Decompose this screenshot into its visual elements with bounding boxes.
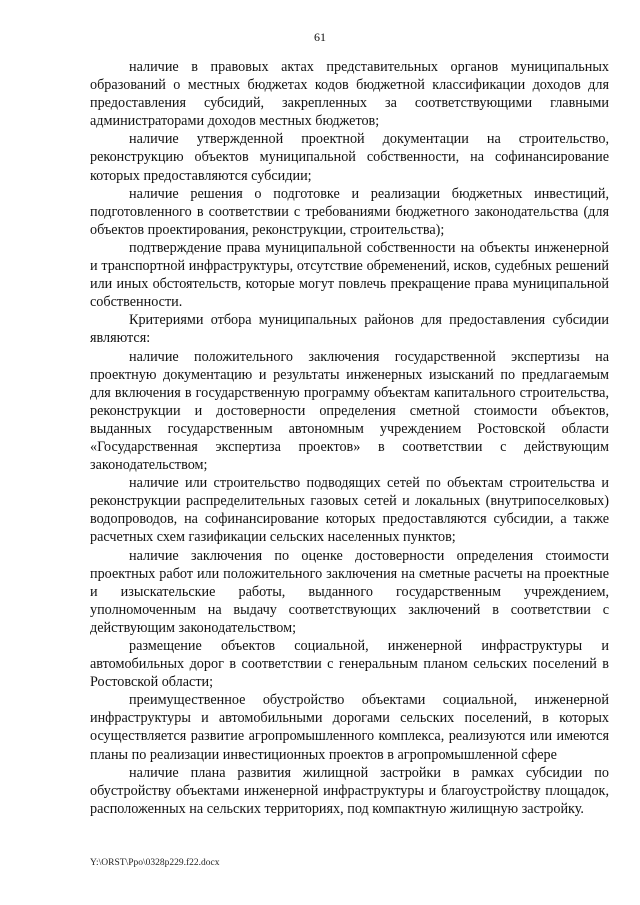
paragraph-5: Критериями отбора муниципальных районов для предоставления субсидии являются: <box>90 312 609 347</box>
paragraph-11: наличие плана развития жилищной застройки в рамках субсидии по обустройству объектами инженерной инфраструктуры и благоустройству площадок, расположенных на сельских территориях, под компактную жилищную застройку. <box>90 764 609 817</box>
paragraph-3: наличие решения о подготовке и реализации бюджетных инвестиций, подготовленного в соответствии с требованиями бюджетного законодательства (для объектов проектирования, реконструкции, строительства); <box>90 185 609 238</box>
paragraph-6: наличие положительного заключения государственной экспертизы на проектную документацию и результаты инженерных изысканий по предлагаемым для включения в государственную программу объектам капитального строительства, реконструкции и достоверности определения сметной стоимости объектов, выданных государственным автономным учреждением Ростовской области «Государственная экспертиза проектов» в соответствии с действующим законодательством; <box>90 348 609 474</box>
paragraph-2: наличие утвержденной проектной документации на строительство, реконструкцию объектов муниципальной собственности, на софинансирование которых предоставляются субсидии; <box>90 131 609 184</box>
paragraph-10: преимущественное обустройство объектами социальной, инженерной инфраструктуры и автомобильными дорогами сельских поселений, в которых осуществляется развитие агропромышленного комплекса, реализуются или имеются планы по реализации инвестиционных проектов в агропромышленной сфере <box>90 692 609 763</box>
footer-file-path: Y:\ORST\Ppo\0328p229.f22.docx <box>90 858 220 868</box>
document-body <box>90 58 609 818</box>
paragraph-7: наличие или строительство подводящих сетей по объектам строительства и реконструкции распределительных газовых сетей и локальных (внутрипоселковых) водопроводов, на софинансирование которых предоставляются субсидии, а также расчетных схем газификации сельских населенных пунктов; <box>90 475 609 546</box>
page-number: 61 <box>314 30 326 44</box>
paragraph-1: наличие в правовых актах представительных органов муниципальных образований о местных бюджетах кодов бюджетной классификации доходов для предоставления субсидий, закрепленных за соответствующими главными администраторами доходов местных бюджетов; <box>90 59 609 130</box>
paragraph-4: подтверждение права муниципальной собственности на объекты инженерной и транспортной инфраструктуры, отсутствие обременений, исков, судебных решений или иных обстоятельств, которые могут повлечь прекращение права муниципальной собственности. <box>90 239 609 311</box>
paragraph-9: размещение объектов социальной, инженерной инфраструктуры и автомобильных дорог в соответствии с генеральным планом сельских поселений в Ростовской области; <box>90 638 609 691</box>
paragraph-8: наличие заключения по оценке достоверности определения стоимости проектных работ или положительного заключения на сметные расчеты на проектные и изыскательские работы, выданного государственным учреждением, уполномоченным на выдачу соответствующих заключений в соответствии с действующим законодательством; <box>90 547 609 636</box>
